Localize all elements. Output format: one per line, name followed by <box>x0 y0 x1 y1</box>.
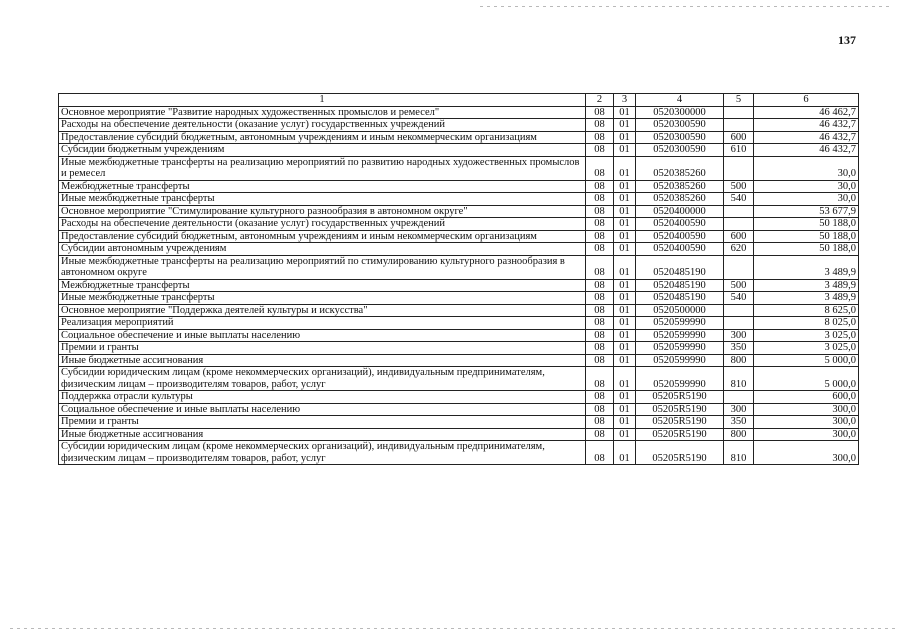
section-code-cell: 08 <box>586 144 614 157</box>
header-col-3: 3 <box>614 94 636 107</box>
target-article-cell: 0520599990 <box>636 342 724 355</box>
expense-type-cell: 810 <box>724 367 754 391</box>
row-name-cell: Межбюджетные трансферты <box>59 180 586 193</box>
table-row <box>59 230 859 243</box>
target-article-cell: 05205R5190 <box>636 391 724 404</box>
expense-type-cell: 300 <box>724 329 754 342</box>
subsection-code-cell: 01 <box>614 304 636 317</box>
table-row <box>59 416 859 429</box>
amount-cell: 3 489,9 <box>754 292 859 305</box>
section-code-cell: 08 <box>586 243 614 256</box>
amount-cell: 8 625,0 <box>754 304 859 317</box>
target-article-cell: 0520385260 <box>636 156 724 180</box>
row-name-cell: Основное мероприятие "Поддержка деятелей культуры и искусства" <box>59 304 586 317</box>
section-code-cell: 08 <box>586 255 614 279</box>
subsection-code-cell: 01 <box>614 205 636 218</box>
expense-type-cell: 800 <box>724 354 754 367</box>
subsection-code-cell: 01 <box>614 255 636 279</box>
table-row <box>59 304 859 317</box>
amount-cell: 300,0 <box>754 416 859 429</box>
section-code-cell: 08 <box>586 416 614 429</box>
row-name-cell: Иные бюджетные ассигнования <box>59 354 586 367</box>
row-name-cell: Социальное обеспечение и иные выплаты населению <box>59 329 586 342</box>
table-row <box>59 156 859 180</box>
row-name-cell: Иные межбюджетные трансферты <box>59 292 586 305</box>
row-name-cell: Субсидии автономным учреждениям <box>59 243 586 256</box>
amount-cell: 50 188,0 <box>754 243 859 256</box>
amount-cell: 46 432,7 <box>754 144 859 157</box>
subsection-code-cell: 01 <box>614 416 636 429</box>
target-article-cell: 0520400000 <box>636 205 724 218</box>
amount-cell: 5 000,0 <box>754 367 859 391</box>
section-code-cell: 08 <box>586 230 614 243</box>
row-name-cell: Предоставление субсидий бюджетным, автономным учреждениям и иным некоммерческим организациям <box>59 131 586 144</box>
section-code-cell: 08 <box>586 428 614 441</box>
section-code-cell: 08 <box>586 279 614 292</box>
amount-cell: 8 025,0 <box>754 317 859 330</box>
target-article-cell: 0520599990 <box>636 329 724 342</box>
subsection-code-cell: 01 <box>614 230 636 243</box>
target-article-cell: 0520400590 <box>636 218 724 231</box>
scan-artifact-bottom <box>10 628 895 629</box>
target-article-cell: 0520599990 <box>636 354 724 367</box>
table-row <box>59 243 859 256</box>
table-row <box>59 131 859 144</box>
target-article-cell: 0520485190 <box>636 292 724 305</box>
page-number: 137 <box>838 33 856 47</box>
amount-cell: 30,0 <box>754 156 859 180</box>
target-article-cell: 05205R5190 <box>636 428 724 441</box>
section-code-cell: 08 <box>586 403 614 416</box>
row-name-cell: Премии и гранты <box>59 342 586 355</box>
row-name-cell: Расходы на обеспечение деятельности (оказание услуг) государственных учреждений <box>59 119 586 132</box>
row-name-cell: Предоставление субсидий бюджетным, автономным учреждениям и иным некоммерческим организациям <box>59 230 586 243</box>
table-row <box>59 193 859 206</box>
subsection-code-cell: 01 <box>614 354 636 367</box>
amount-cell: 46 432,7 <box>754 119 859 132</box>
row-name-cell: Субсидии юридическим лицам (кроме некоммерческих организаций), индивидуальным предпринимателям, физическим лицам – производителям товаров, работ, услуг <box>59 367 586 391</box>
row-name-cell: Премии и гранты <box>59 416 586 429</box>
table-row <box>59 441 859 465</box>
table-row <box>59 218 859 231</box>
target-article-cell: 05205R5190 <box>636 441 724 465</box>
subsection-code-cell: 01 <box>614 180 636 193</box>
row-name-cell: Реализация мероприятий <box>59 317 586 330</box>
expense-type-cell <box>724 255 754 279</box>
expense-type-cell: 500 <box>724 180 754 193</box>
subsection-code-cell: 01 <box>614 317 636 330</box>
table-row <box>59 317 859 330</box>
target-article-cell: 0520485190 <box>636 279 724 292</box>
target-article-cell: 0520300590 <box>636 119 724 132</box>
amount-cell: 46 462,7 <box>754 106 859 119</box>
amount-cell: 3 489,9 <box>754 279 859 292</box>
row-name-cell: Межбюджетные трансферты <box>59 279 586 292</box>
section-code-cell: 08 <box>586 329 614 342</box>
expense-type-cell <box>724 156 754 180</box>
table-row <box>59 391 859 404</box>
amount-cell: 3 489,9 <box>754 255 859 279</box>
table-row <box>59 354 859 367</box>
subsection-code-cell: 01 <box>614 391 636 404</box>
row-name-cell: Иные бюджетные ассигнования <box>59 428 586 441</box>
subsection-code-cell: 01 <box>614 106 636 119</box>
row-name-cell: Основное мероприятие "Развитие народных художественных промыслов и ремесел" <box>59 106 586 119</box>
expense-type-cell: 620 <box>724 243 754 256</box>
subsection-code-cell: 01 <box>614 243 636 256</box>
section-code-cell: 08 <box>586 218 614 231</box>
table-row <box>59 342 859 355</box>
amount-cell: 50 188,0 <box>754 218 859 231</box>
row-name-cell: Субсидии юридическим лицам (кроме некоммерческих организаций), индивидуальным предпринимателям, физическим лицам – производителям товаров, работ, услуг <box>59 441 586 465</box>
section-code-cell: 08 <box>586 193 614 206</box>
row-name-cell: Иные межбюджетные трансферты <box>59 193 586 206</box>
table-row <box>59 428 859 441</box>
amount-cell: 300,0 <box>754 441 859 465</box>
subsection-code-cell: 01 <box>614 441 636 465</box>
target-article-cell: 05205R5190 <box>636 403 724 416</box>
section-code-cell: 08 <box>586 441 614 465</box>
expense-type-cell <box>724 391 754 404</box>
expense-type-cell: 500 <box>724 279 754 292</box>
amount-cell: 5 000,0 <box>754 354 859 367</box>
expense-type-cell: 610 <box>724 144 754 157</box>
target-article-cell: 0520300000 <box>636 106 724 119</box>
subsection-code-cell: 01 <box>614 403 636 416</box>
expense-type-cell: 600 <box>724 230 754 243</box>
table-row <box>59 180 859 193</box>
row-name-cell: Поддержка отрасли культуры <box>59 391 586 404</box>
subsection-code-cell: 01 <box>614 119 636 132</box>
target-article-cell: 0520500000 <box>636 304 724 317</box>
table-row <box>59 329 859 342</box>
amount-cell: 30,0 <box>754 180 859 193</box>
budget-table <box>58 93 859 465</box>
target-article-cell: 0520385260 <box>636 193 724 206</box>
section-code-cell: 08 <box>586 119 614 132</box>
row-name-cell: Основное мероприятие "Стимулирование культурного разнообразия в автономном округе" <box>59 205 586 218</box>
row-name-cell: Социальное обеспечение и иные выплаты населению <box>59 403 586 416</box>
section-code-cell: 08 <box>586 180 614 193</box>
amount-cell: 53 677,9 <box>754 205 859 218</box>
table-row <box>59 255 859 279</box>
subsection-code-cell: 01 <box>614 218 636 231</box>
subsection-code-cell: 01 <box>614 367 636 391</box>
target-article-cell: 0520400590 <box>636 243 724 256</box>
expense-type-cell <box>724 218 754 231</box>
expense-type-cell: 350 <box>724 342 754 355</box>
expense-type-cell: 600 <box>724 131 754 144</box>
amount-cell: 600,0 <box>754 391 859 404</box>
section-code-cell: 08 <box>586 156 614 180</box>
section-code-cell: 08 <box>586 304 614 317</box>
header-col-6: 6 <box>754 94 859 107</box>
section-code-cell: 08 <box>586 292 614 305</box>
table-body <box>59 106 859 465</box>
expense-type-cell <box>724 205 754 218</box>
subsection-code-cell: 01 <box>614 342 636 355</box>
section-code-cell: 08 <box>586 367 614 391</box>
amount-cell: 3 025,0 <box>754 342 859 355</box>
header-col-5: 5 <box>724 94 754 107</box>
table-row <box>59 403 859 416</box>
table-header-row <box>59 94 859 107</box>
target-article-cell: 05205R5190 <box>636 416 724 429</box>
expense-type-cell: 300 <box>724 403 754 416</box>
table-row <box>59 292 859 305</box>
target-article-cell: 0520300590 <box>636 144 724 157</box>
expense-type-cell: 540 <box>724 193 754 206</box>
table-row <box>59 205 859 218</box>
target-article-cell: 0520385260 <box>636 180 724 193</box>
table-row <box>59 279 859 292</box>
subsection-code-cell: 01 <box>614 292 636 305</box>
table-row <box>59 367 859 391</box>
row-name-cell: Расходы на обеспечение деятельности (оказание услуг) государственных учреждений <box>59 218 586 231</box>
section-code-cell: 08 <box>586 205 614 218</box>
expense-type-cell <box>724 317 754 330</box>
amount-cell: 50 188,0 <box>754 230 859 243</box>
expense-type-cell <box>724 106 754 119</box>
subsection-code-cell: 01 <box>614 131 636 144</box>
amount-cell: 300,0 <box>754 403 859 416</box>
expense-type-cell <box>724 304 754 317</box>
expense-type-cell: 350 <box>724 416 754 429</box>
section-code-cell: 08 <box>586 317 614 330</box>
section-code-cell: 08 <box>586 342 614 355</box>
subsection-code-cell: 01 <box>614 329 636 342</box>
subsection-code-cell: 01 <box>614 193 636 206</box>
table-row <box>59 106 859 119</box>
table-row <box>59 144 859 157</box>
header-col-4: 4 <box>636 94 724 107</box>
section-code-cell: 08 <box>586 106 614 119</box>
amount-cell: 300,0 <box>754 428 859 441</box>
header-col-2: 2 <box>586 94 614 107</box>
subsection-code-cell: 01 <box>614 144 636 157</box>
subsection-code-cell: 01 <box>614 279 636 292</box>
row-name-cell: Иные межбюджетные трансферты на реализацию мероприятий по стимулированию культурного разнообразия в автономном округе <box>59 255 586 279</box>
header-col-1: 1 <box>59 94 586 107</box>
subsection-code-cell: 01 <box>614 156 636 180</box>
row-name-cell: Субсидии бюджетным учреждениям <box>59 144 586 157</box>
scan-artifact-top <box>480 6 890 7</box>
target-article-cell: 0520300590 <box>636 131 724 144</box>
target-article-cell: 0520599990 <box>636 317 724 330</box>
target-article-cell: 0520485190 <box>636 255 724 279</box>
table-row <box>59 119 859 132</box>
section-code-cell: 08 <box>586 131 614 144</box>
row-name-cell: Иные межбюджетные трансферты на реализацию мероприятий по развитию народных художественных промыслов и ремесел <box>59 156 586 180</box>
expense-type-cell: 800 <box>724 428 754 441</box>
expense-type-cell <box>724 119 754 132</box>
section-code-cell: 08 <box>586 391 614 404</box>
section-code-cell: 08 <box>586 354 614 367</box>
target-article-cell: 0520400590 <box>636 230 724 243</box>
amount-cell: 3 025,0 <box>754 329 859 342</box>
subsection-code-cell: 01 <box>614 428 636 441</box>
target-article-cell: 0520599990 <box>636 367 724 391</box>
amount-cell: 46 432,7 <box>754 131 859 144</box>
expense-type-cell: 810 <box>724 441 754 465</box>
amount-cell: 30,0 <box>754 193 859 206</box>
expense-type-cell: 540 <box>724 292 754 305</box>
